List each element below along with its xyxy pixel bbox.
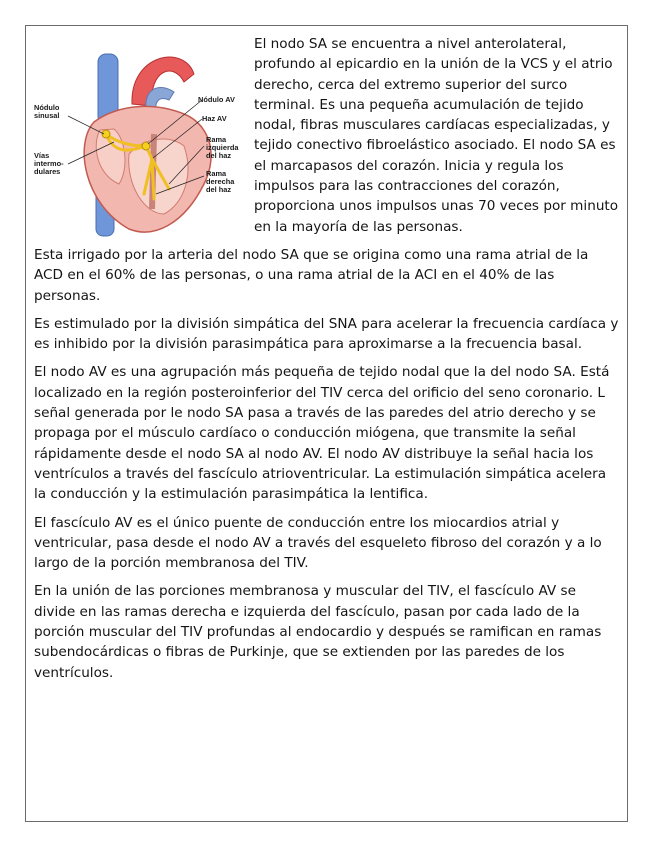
paragraph-stimulation: Es estimulado por la división simpática del SNA para acelerar la frecuencia cardíaca y es inhibido por la división parasimpática para aproximarse a la frecuencia basal. — [34, 315, 619, 353]
label-sa-node: Nódulo sinusal — [34, 103, 60, 121]
heart-conduction-figure — [34, 34, 246, 242]
document-body — [34, 34, 620, 691]
label-right-branch: Rama derecha del haz — [206, 169, 235, 195]
paragraph-branches: En la unión de las porciones membranosa y muscular del TIV, el fascículo AV se divide en las ramas derecha e izquierda del fascículo, pasan por cada lado de la porción muscular del TIV profundas al endocardio y después se ramifican en ramas subendocárdicas o fibras de Purkinje, que se extienden por las paredes de los ventrículos. — [34, 583, 602, 681]
sa-node-marker — [102, 130, 110, 138]
label-left-branch: Rama izquierda del haz — [206, 135, 239, 161]
label-his-bundle: Haz AV — [202, 114, 227, 123]
paragraph-sa-node: El nodo SA se encuentra a nivel anterolateral, profundo al epicardio en la unión de la VCS y el atrio derecho, cerca del extremo superior del surco terminal. Es una pequeña acumulación de tejido nodal, fibras musculares cardíacas especializadas, y tejido conectivo fibroelástico asociado. El nodo SA es el marcapasos del corazón. Inicia y regula los impulsos para las contracciones del corazón, proporciona unos impulsos unas 70 veces por minuto en la mayoría de las personas. — [254, 36, 619, 235]
paragraph-av-bundle: El fascículo AV es el único puente de conducción entre los miocardios atrial y ventricular, pasa desde el nodo AV a través del esqueleto fibroso del corazón y a lo largo de la porción membranosa del TIV. — [34, 514, 602, 572]
label-av-node: Nódulo AV — [198, 95, 235, 104]
paragraph-irrigation: Esta irrigado por la arteria del nodo SA que se origina como una rama atrial de la ACD en el 60% de las personas, o una rama atrial de la ACI en el 40% de las personas. — [34, 246, 589, 304]
paragraph-av-node: El nodo AV es una agrupación más pequeña de tejido nodal que la del nodo SA. Está localizado en la región posteroinferior del TIV cerca del orificio del seno coronario. L señal generada por le nodo SA pasa a través de las paredes del atrio derecho y se propaga por el músculo cardíaco o conducción miógena, que transmite la señal rápidamente desde el nodo SA al nodo AV. El nodo AV distribuye la señal hacia los ventrículos a través del fascículo atrioventricular. La estimulación simpática acelera la conducción y la estimulación parasimpática la lentifica. — [34, 364, 610, 503]
label-internodal: Vías intermo-dulares — [34, 151, 64, 177]
